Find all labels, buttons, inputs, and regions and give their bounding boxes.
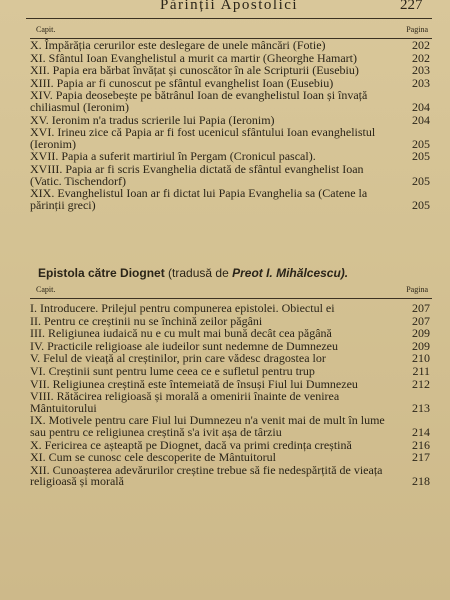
- toc-entry-page: 205: [412, 173, 430, 188]
- toc-entry: [30, 462, 434, 489]
- toc-entry-title: X. Fericirea ce așteaptă pe Diognet, dacă va primi credința creștină: [30, 437, 352, 452]
- toc-entry-title: XII. Papia era bărbat învățat și cunoscător în ale Scripturii (Eusebiu): [30, 63, 359, 78]
- toc-entry-title: I. Introducere. Prilejul pentru compunerea epistolei. Obiectul ei: [30, 301, 335, 315]
- toc-entry: [30, 415, 434, 438]
- toc-entry-page: 209: [412, 338, 430, 353]
- toc-entry-page: 207: [412, 313, 430, 328]
- toc-entry-title: XIV. Papia deosebește pe bătrânul Ioan de evanghelistul Ioan și învață chiliasmul (Ieronim): [30, 88, 368, 114]
- toc-entry-page: 216: [412, 437, 430, 452]
- toc-entry-page: 205: [412, 149, 430, 164]
- toc-entry: [30, 391, 434, 414]
- toc-entry-title: VII. Religiunea creștină este întemeiată de însuși Fiul lui Dumnezeu: [30, 376, 358, 391]
- toc-entry-page: 204: [412, 99, 430, 114]
- toc-entry-page: 211: [412, 363, 430, 378]
- toc-entry-page: 217: [412, 450, 430, 465]
- running-head: [0, 0, 450, 17]
- toc-entry-title: IV. Practicile religioase ale iudeilor sunt nedemne de Dumnezeu: [30, 338, 339, 353]
- toc-entry-title: X. Împărăția cerurilor este deslegare de unele mâncări (Fotie): [30, 38, 326, 52]
- toc-entry: [30, 90, 434, 113]
- toc-entry-page: 204: [412, 112, 430, 127]
- section2-column-header: [30, 284, 432, 299]
- toc-entry-page: 207: [412, 301, 430, 315]
- toc-entry-page: 205: [412, 136, 430, 151]
- toc-entry: [30, 127, 434, 150]
- toc-entry-page: 209: [412, 326, 430, 341]
- toc-entry: [30, 40, 434, 52]
- toc-entry-title: IX. Motivele pentru care Fiul lui Dumnezeu n'a venit mai de mult în lume sau pentru ce religiunea creștină s'a ivit așa de târziu: [30, 413, 385, 439]
- toc-entry-page: 202: [412, 38, 430, 52]
- section2-toc-list: [30, 303, 434, 489]
- toc-entry-title: V. Felul de vieață al creștinilor, prin care vădesc dragostea lor: [30, 351, 326, 366]
- toc-entry-title: XI. Cum se cunosc cele descoperite de Mântuitorul: [30, 450, 276, 465]
- toc-entry-title: XI. Sfântul Ioan Evanghelistul a murit ca martir (Gheorghe Hamart): [30, 50, 358, 65]
- toc-entry-title: VIII. Rătăcirea religioasă și morală a omenirii înainte de venirea Mântuitorului: [30, 389, 340, 415]
- toc-entry-title: II. Pentru ce creștinii nu se închină zeilor păgâni: [30, 313, 263, 328]
- toc-entry: [30, 161, 434, 188]
- column-page-label: Pagina: [406, 285, 428, 294]
- toc-entry-title: XVIII. Papia ar fi scris Evanghelia dictată de sfântul evanghelist Ioan (Vatic. Tischendorf): [30, 161, 364, 188]
- toc-entry-page: 218: [412, 474, 430, 489]
- toc-entry-page: 203: [412, 63, 430, 78]
- toc-entry-page: 203: [412, 75, 430, 90]
- header-divider: [26, 18, 432, 19]
- column-chapter-label: Capit.: [36, 25, 56, 34]
- toc-entry: [30, 303, 434, 315]
- page-number: 227: [400, 0, 423, 13]
- toc-entry-title: XIII. Papia ar fi cunoscut pe sfântul evanghelist Ioan (Eusebiu): [30, 75, 334, 90]
- column-page-label: Pagina: [406, 25, 428, 34]
- toc-entry-page: 214: [412, 424, 430, 439]
- toc-entry-title: XV. Ieronim n'a tradus scrierile lui Papia (Ieronim): [30, 112, 275, 127]
- section2-title: Epistola către Diognet: [38, 266, 165, 280]
- section1-toc-list: [30, 40, 434, 212]
- column-chapter-label: Capit.: [36, 285, 56, 294]
- toc-entry-page: 210: [412, 351, 430, 366]
- translator-name: Preot I. Mihălcescu).: [232, 266, 349, 280]
- toc-entry: [30, 452, 434, 464]
- toc-entry-title: XIX. Evanghelistul Ioan ar fi dictat lui Papia Evanghelia sa (Catene la părinții greci): [30, 186, 368, 212]
- toc-entry-title: XVI. Irineu zice că Papia ar fi fost ucenicul sfântului Ioan evanghelistul (Ieronim): [30, 125, 376, 151]
- toc-entry: [30, 363, 434, 378]
- section1-column-header: [30, 24, 432, 39]
- running-title: Părinții Apostolici: [160, 0, 299, 13]
- toc-entry-page: 205: [412, 197, 430, 212]
- toc-entry-title: III. Religiunea iudaică nu e cu mult mai bună decât cea păgână: [30, 326, 332, 341]
- toc-entry: [30, 188, 434, 211]
- section2-heading: [38, 266, 438, 280]
- toc-entry-page: 213: [412, 400, 430, 415]
- toc-entry-page: 212: [412, 376, 430, 391]
- toc-entry-page: 202: [412, 50, 430, 65]
- translator-credit: (tradusă de Preot I. Mihălcescu).: [168, 266, 349, 280]
- toc-entry-title: XII. Cunoașterea adevărurilor creștine trebue să fie nedespărțită de vieața religioasă și morală: [30, 462, 383, 489]
- toc-entry-title: VI. Creștinii sunt pentru lume ceea ce e sufletul pentru trup: [30, 363, 315, 378]
- toc-entry-title: XVII. Papia a suferit martiriul în Pergam (Cronicul pascal).: [30, 149, 316, 164]
